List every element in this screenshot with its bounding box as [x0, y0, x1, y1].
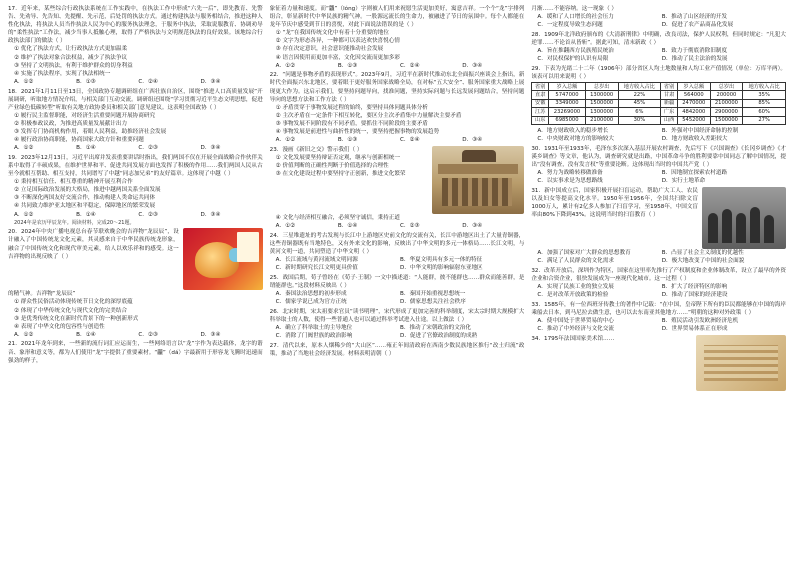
- answer-choice[interactable]: B．推动了山区经济的开发: [661, 14, 728, 21]
- answer-row: [276, 264, 525, 272]
- answer-row: [537, 257, 786, 265]
- question-with-figure: [531, 187, 786, 249]
- answer-choice[interactable]: B．凸显了社会主义制度的优越性: [661, 249, 744, 256]
- answer-choice[interactable]: B．①④: [337, 222, 358, 229]
- option: ② 主次矛盾在一定条件下相互转化，要区分主次矛盾集中力量解决主要矛盾: [275, 112, 462, 119]
- answer-row: [14, 78, 263, 86]
- table-header-cell: 地方收入占比: [743, 83, 786, 91]
- table-header-cell: 岁入总额: [677, 83, 710, 91]
- table-cell: 2100000: [585, 116, 618, 124]
- question-stem: 23．漫画《新旧之交》警示我们（ ）: [269, 146, 363, 153]
- historical-photo: [702, 187, 786, 249]
- table-row: [532, 91, 786, 99]
- question-stem: 21．2021年龙年到来，一些新的流行词汇应运而生，一些网络语言以“龙”字作为表达载体，龙字的谐音、象形和意义等，都为人们使用“龙”字提供了重要素材。“龖”（dá）字最新用于形容龙飞腾时迅速而强劲的样子，: [8, 341, 263, 364]
- section-note: 2024年是农历甲辰龙年。阅读材料，完成20～21题。: [14, 219, 135, 226]
- question-stem: 18．2021年1月11日至13日，全国政协专题调研组在广西壮族自治区，围绕“推进人口高质量发展”开展调研，听取地方情况介绍，与相关部门互动交流。调研组还围绕“学习贯彻习近平生态文明思想，促进产业绿色低碳转型”听取有关地方政协委员和相关部门意见建议。这表明全国政协（ ）: [8, 88, 263, 111]
- answer-row: [276, 324, 525, 332]
- question-29: [531, 65, 786, 143]
- question-stem: 30．1931年至1933年，毛泽东多次深入基层开展农村调查，先后写下《兴国调查》《长冈乡调查》《才溪乡调查》等文章，他认为，调查研究就是出路，中国革命斗争的胜利要靠中国同志了解中国情况，提出“没有调查，没有发言权”等重要论断。这体现出当时的中国共产党（ ）: [531, 145, 787, 169]
- answer-row: [276, 298, 525, 306]
- question-stem: 19．2023年12月13日，习近平出席并发表重要讲话时指出，我们两国不仅在开展全面战略合作伙伴关系中取得了丰硕成果，在维护世界和平、促进共同发展方面也发挥了积极的作用……我们两国人民从古至今就相互帮助、相互支持，共同谱写了中越“同志加兄弟”的友好篇章。这体现了中越（ ）: [8, 154, 263, 178]
- question-with-figure: [8, 228, 263, 290]
- answer-choice[interactable]: C．中央财政对地方的影响较大: [537, 136, 614, 143]
- question-26: [270, 308, 525, 340]
- answer-row: [276, 62, 525, 70]
- answer-choice[interactable]: C．②④: [138, 78, 158, 85]
- table-cell: 27%: [743, 116, 786, 124]
- option: ③ 发挥专门协商机构作用，着眼人民利益，助推经济社会发展: [14, 129, 167, 135]
- answer-choice[interactable]: B．①④: [76, 145, 96, 152]
- answer-choice[interactable]: B．①③: [337, 137, 358, 144]
- question-34: [531, 335, 786, 391]
- question-27-cont: [531, 5, 786, 29]
- option: ② 体现了中华传统文化与现代文化的完美结合: [14, 307, 128, 314]
- question-19: [8, 154, 263, 227]
- table-cell: 22%: [618, 91, 661, 99]
- table-cell: 1500000: [710, 116, 743, 124]
- answer-row: [537, 55, 786, 63]
- answer-row: [537, 47, 786, 55]
- answer-choice[interactable]: A．①②: [14, 211, 34, 218]
- answer-choice[interactable]: D．促进了官僚政治制度的成熟: [400, 332, 478, 339]
- option: ② 文字为形态各异，一种都可以表达欢快喜悦心情: [275, 38, 400, 45]
- answer-row: [537, 325, 786, 333]
- table-row: [532, 99, 786, 107]
- answer-choice[interactable]: C．②③: [138, 145, 158, 152]
- cartoon-image: [432, 146, 524, 214]
- question-21-start: [8, 340, 263, 364]
- table-cell: 85%: [743, 99, 786, 107]
- data-table: [531, 82, 786, 125]
- question-21-cont: [270, 5, 525, 70]
- answer-choice[interactable]: D．世界贸易体系正在形成: [661, 325, 728, 332]
- table-cell: 35%: [743, 91, 786, 99]
- question-stem: 月渐……不能容纳。这一现象（ ）: [531, 6, 618, 12]
- answer-choice[interactable]: D．推动了民主法治的发展: [661, 56, 728, 63]
- table-cell: 3349000: [549, 99, 586, 107]
- table-cell: 30%: [618, 116, 661, 124]
- option: ④ 表现了中华文化的包容性与创造性: [14, 323, 105, 330]
- answer-row: [537, 169, 786, 177]
- answer-choice[interactable]: A．实现了民族工业的独立发展: [537, 283, 614, 290]
- option: ③ 不断深化两国友好交流合作，推动构建人类命运共同体: [14, 195, 156, 202]
- answer-choice[interactable]: D．实行土地革命: [661, 178, 706, 185]
- table-cell: 2900000: [710, 108, 743, 116]
- option: ② 价值判断的正确性判断于价值选择的合理性: [275, 162, 389, 169]
- table-row: [532, 108, 786, 116]
- answer-choice[interactable]: C．满足了人民群众的文化需求: [537, 258, 614, 264]
- question-stem-tail: 的精气神。吉祥物“龙辰辰”: [8, 291, 76, 298]
- option: ① 文化发展要坚持辩证否定观，继承与创新相统一: [275, 154, 400, 161]
- answer-row: [276, 136, 525, 144]
- question-17: [8, 5, 263, 86]
- table-cell: 45%: [618, 99, 661, 107]
- answer-choice[interactable]: D．③④: [462, 62, 483, 69]
- table-header-cell: 岁入总额: [549, 83, 586, 91]
- option: ① “龙”在我国传统文化中有着十分重要的地位: [275, 30, 389, 37]
- question-33: [531, 301, 786, 333]
- answer-choice[interactable]: D．③④: [462, 222, 483, 229]
- table-header-cell: 省别: [661, 83, 678, 91]
- option: ④ 共同致力维护亚太地区和平稳定，保障地区的繁荣发展: [14, 203, 156, 210]
- question-stem: 象征着力量和速度。而“龘”（lóng）字则被人们用来祝愿生活更加美好，寓意吉祥。一个个“龙”字排列组合，彰显新时代中华民族的精气神。一股源远流长的生命力，被融进了节日的氛围中。每个人都能在龙年节庆中感受到节日的喜悦，对此下面说法错误的是（ ）: [269, 6, 525, 29]
- option: ④ 事物发展是前进性与曲折性的统一，要坚持把握事物的发展趋势: [275, 129, 440, 135]
- table-cell: 山西: [661, 116, 678, 124]
- answer-row: [537, 283, 786, 291]
- answer-choice[interactable]: C．以实事求是为思想路线: [537, 178, 603, 185]
- answer-row: [537, 13, 786, 21]
- table-cell: 5747000: [549, 91, 586, 99]
- answer-choice[interactable]: A．①②: [275, 62, 296, 69]
- answer-choice[interactable]: A．地方财政收入的稳步增长: [537, 128, 609, 135]
- question-stem: 20．2024年中央广播电视总台春节联欢晚会的吉祥物“龙辰辰”，设计融入了中国传统龙文化元素，其灵感来自于中华民族传统龙形象，融合了中国传统文化和现代审美元素，给人以欢乐祥和的感受。这一吉祥物的出现反映了（ ）: [8, 229, 179, 260]
- answer-choice[interactable]: D．③④: [200, 145, 221, 152]
- answer-choice[interactable]: D．中华文明的影响辐射东亚地区: [400, 264, 483, 271]
- answer-choice[interactable]: C．新时期研究长江文明更具价值: [275, 264, 358, 271]
- table-header-row: [532, 83, 786, 91]
- answer-row: [537, 317, 786, 325]
- table-cell: 山东: [532, 116, 549, 124]
- answer-choice[interactable]: A．①②: [14, 145, 34, 152]
- answer-choice[interactable]: B．华夏文明具有多元一体的特征: [400, 256, 483, 263]
- table-cell: 4842000: [677, 108, 710, 116]
- table-row: [532, 116, 786, 124]
- option: ④ 履行政治协商职能，协商国家大政方针和重要问题: [14, 137, 144, 144]
- table-cell: 6%: [618, 108, 661, 116]
- answer-row: [537, 135, 786, 143]
- table-cell: 1300000: [585, 91, 618, 99]
- option: ① 优化了执法方式，让行政执法方式更加温柔: [14, 46, 128, 53]
- answer-choice[interactable]: C．②④: [400, 62, 420, 69]
- question-32: [531, 267, 786, 299]
- table-cell: 甘肃: [661, 91, 678, 99]
- question-with-figure: [270, 146, 525, 214]
- mascot-dragon-image: [183, 228, 263, 290]
- table-cell: 江苏: [532, 108, 549, 116]
- answer-choice[interactable]: C．推动了中外经济与文化交流: [537, 325, 614, 332]
- answer-choice[interactable]: C．②③: [138, 331, 158, 338]
- table-cell: 200000: [710, 91, 743, 99]
- answer-choice[interactable]: A．①②: [14, 78, 34, 85]
- table-cell: 直隶: [532, 91, 549, 99]
- table-cell: 2470000: [677, 99, 710, 107]
- answer-choice[interactable]: C．是对改革开放政策的检验: [537, 291, 609, 298]
- answer-choice[interactable]: B．扩大了经济特区的影响: [661, 283, 728, 290]
- option: ② 积极参政议政，为推进高质量发展献计出力: [14, 120, 128, 127]
- table-cell: 安徽: [532, 99, 549, 107]
- question-20: [8, 228, 263, 339]
- answer-choice[interactable]: C．消除了门阀世族的政治影响: [275, 332, 353, 339]
- question-23: [270, 146, 525, 230]
- answer-choice[interactable]: A．①②: [14, 331, 34, 338]
- answer-row: [537, 249, 786, 257]
- answer-choice[interactable]: C．②③: [400, 222, 420, 229]
- answer-choice[interactable]: D．③④: [200, 78, 221, 85]
- question-stem: 26．北宋时期，宋太祖要求官员“读书明理”，宋代形成了更加完善的科举制度，宋太宗时期大规模扩大科举取士的人数，使得一些普通人也可以通过科举考试进入仕途。以上做法（ ）: [269, 308, 525, 323]
- option: ① 矛盾贯穿于事物发展过程的始终，要坚持具体问题具体分析: [275, 104, 428, 111]
- answer-choice[interactable]: B．致力于彻底消除旧制度: [661, 48, 728, 55]
- answer-choice[interactable]: B．①④: [76, 211, 96, 218]
- table-cell: 564000: [677, 91, 710, 99]
- question-stem: 34．1795年法国国家美术馆……: [531, 335, 615, 342]
- question-22: [270, 71, 525, 144]
- answer-choice[interactable]: D．极大地改变了中国的社会面貌: [661, 258, 745, 264]
- table-cell: 60%: [743, 108, 786, 116]
- question-with-figure: [531, 335, 786, 391]
- answer-choice[interactable]: A．旨在推翻西方民族殖民统治: [537, 48, 614, 55]
- answer-choice[interactable]: B．①③: [76, 78, 96, 85]
- answer-choice[interactable]: B．外强对中国经济命脉的控制: [661, 128, 739, 135]
- answer-row: [276, 290, 525, 298]
- answer-choice[interactable]: D．地方财政收入差距较大: [661, 136, 728, 143]
- answer-choice[interactable]: A．努力为战略转移做准备: [537, 170, 603, 177]
- question-stem: 28．1909年北洋政府颁布的《大清新刑律》中明确，改良司法，保护人民权利，但同时规定：“凡犯大逆罪……不论首从皆斩”。据此可知，清末新政（ ）: [531, 31, 787, 46]
- question-24: [270, 232, 525, 272]
- table-header-cell: 省别: [532, 83, 549, 91]
- question-27: [270, 342, 525, 358]
- answer-row: [14, 211, 263, 219]
- table-cell: 1300000: [585, 108, 618, 116]
- answer-choice[interactable]: A．确立了科举取士的主导地位: [275, 324, 353, 331]
- option: ③ 在文化建设过程中要坚持守正创新，推进文化繁荣: [275, 171, 406, 178]
- answer-choice[interactable]: B．秦国开始重视思想统一: [400, 290, 466, 297]
- option: ③ 坚持了文明执法，有利于维护群众的切身利益: [14, 62, 133, 69]
- answer-row: [537, 21, 786, 29]
- answer-row: [14, 144, 263, 152]
- option: ③ 事物发展不同阶段有不同矛盾，要抓住不同阶段的主要矛盾: [275, 120, 428, 127]
- answer-row: [537, 127, 786, 135]
- question-stem: 25．战国后期，荀子曾经在《荀子·王制》一文中描述道：“人能群，彼不能群也……群众而能善群，是谓能群也。”这段材料反映出（ ）: [269, 274, 525, 289]
- answer-row: [537, 291, 786, 299]
- question-28: [531, 31, 786, 63]
- answer-row: [537, 177, 786, 185]
- option: ② 立足国际政治发展的大格局，推进中越两国关系全面发展: [14, 187, 161, 194]
- option: ① 履行民主监督职能，对经济生活重要问题开展协商研究: [14, 112, 156, 119]
- option: ③ 是优秀传统文化在新时代背景下的一种创新形式: [14, 315, 139, 322]
- answer-choice[interactable]: B．①③: [337, 62, 358, 69]
- table-header-cell: 总岁出: [585, 83, 618, 91]
- painting-image: [696, 335, 786, 391]
- table-cell: 广东: [661, 108, 678, 116]
- table-cell: 5452000: [677, 116, 710, 124]
- answer-choice[interactable]: A．使中国处于世界贸易的中心: [537, 317, 614, 324]
- answer-choice[interactable]: D．儒家思想关注社会秩序: [400, 298, 466, 305]
- option: ④ 语言因使用而更加丰富，文化因交流而更加多彩: [275, 54, 400, 61]
- question-stem: 22．“问题是事物矛盾的表现形式”。2023年9月，习近平在新时代推动东北全面振兴座谈会上指出，新时代全面振兴东北地区，要着眼于更好服务国家战略全局，在对标“五大安全”、服务国家重大战略上展现更大作为。这启示我们，要坚持问题导向，找准问题，坚持实际问题与长远发展问题结合，坚持问题导向的思想方法和工作方法（ ）: [269, 72, 525, 103]
- table-cell: 6985000: [549, 116, 586, 124]
- answer-choice[interactable]: D．推动了国家的经济建设: [661, 291, 728, 298]
- answer-choice[interactable]: C．对民权保护的认识有局限: [537, 56, 609, 63]
- answer-choice[interactable]: A．①②: [275, 137, 296, 144]
- answer-choice[interactable]: B．①④: [76, 331, 96, 338]
- answer-row: [276, 222, 525, 230]
- option: ④ 实施了执法程序，实现了执法相统一: [14, 70, 111, 77]
- answer-choice[interactable]: D．③④: [200, 331, 221, 338]
- answer-choice[interactable]: A．缓和了人口增长的社会压力: [537, 14, 614, 21]
- question-25: [270, 274, 525, 306]
- table-cell: 1500000: [585, 99, 618, 107]
- question-stem: 32．改革开放后，深圳作为特区，国家在这里率先推行了产权制度和企业体制改革，设立了最早的外资企业和合资企业，很快发展成为一座现代化城市。这一过程（ ）: [531, 267, 787, 282]
- column-right: [531, 5, 786, 562]
- table-cell: 新疆: [661, 99, 678, 107]
- question-31: [531, 187, 786, 265]
- answer-choice[interactable]: C．②④: [400, 137, 420, 144]
- answer-row: [276, 256, 525, 264]
- answer-choice[interactable]: D．促进了农产品商品化发展: [661, 22, 734, 29]
- question-stem: 33．1585年，有一位西班牙传教士的著作中记载：“在中国，皇帝陛下所有的臣民都能够在中国的海岸乘船去日本，到马尼拉去做生意，也可以去东南亚其他地方……”明朝的这种对外政策（ ）: [531, 301, 787, 316]
- table-header-cell: 地方收入占比: [618, 83, 661, 91]
- answer-choice[interactable]: B．殖民活动引发欧洲经济危机: [661, 317, 739, 324]
- answer-choice[interactable]: C．一定程度导致生态问题: [537, 22, 603, 29]
- answer-choice[interactable]: A．长江流域与黄河流域文明同源: [275, 256, 358, 263]
- answer-choice[interactable]: C．儒家学说已成为官方正统: [275, 298, 347, 305]
- table-cell: 23269000: [549, 108, 586, 116]
- answer-row: [14, 331, 263, 339]
- question-stem: 24．三星堆遗址的考古发现与长江中上游地区史前文化的交流有关，长江中游地区出土了大量青铜器，这些青铜器既有当地特色，又有外来文化的影响，反映出了中华文明的多元一体格局……长江文明，与黄河文明一道，共同塑造了中华文明（ ）: [269, 232, 525, 255]
- answer-choice[interactable]: B．因地制宜探索农村道路: [661, 170, 728, 177]
- answer-choice[interactable]: C．②③: [138, 211, 158, 218]
- option: ④ 文化与经济相互融合，必须坚守诚信，秉持正道: [275, 214, 400, 221]
- answer-choice[interactable]: D．③④: [462, 137, 483, 144]
- question-18: [8, 88, 263, 153]
- question-stem: 17．近年来，某些综合行政执法系统在工作实践中，在执法工作中形成“六先一后”，即先教育、先警告、先劝导、先告知、先提醒、先示范，后处罚的执法方式。通过构建执法与服务相结合，推进这种人性化执法，将执法人员当作执法人民为中心的服务执法理念，于服务中执法，采取说服教育、协调劝导的“柔性执法”工作法，减少当事人抵触心理，取得了严格执法与文明规范执法的良好效果。该地综合行政执法部门的做法（ ）: [8, 6, 263, 45]
- option: ③ 存在决定意识，社会意识能推动社会发展: [275, 46, 384, 53]
- option: ② 维护了执法对象合法权益，减少了执法争议: [14, 54, 128, 61]
- answer-row: [276, 332, 525, 340]
- answer-choice[interactable]: A．秦国法治思想的初步形成: [275, 290, 347, 297]
- question-30: [531, 145, 786, 185]
- column-middle: [270, 5, 525, 562]
- answer-choice[interactable]: B．推动了宋朝政治的文治化: [400, 324, 471, 331]
- answer-choice[interactable]: A．加强了国家对广大群众的思想教育: [537, 249, 631, 256]
- column-left: [8, 5, 263, 562]
- answer-choice[interactable]: D．③④: [200, 211, 221, 218]
- option: ① 秉持相互信任、相互尊重的精神开展互利合作: [14, 179, 133, 186]
- question-stem: 31．新中国成立后，国家积极开展扫盲运动，帮助广大工人、农民以及妇女等提高文化水平。1950年至1956年，全国共扫除文盲1000万人，累计有2亿多人参加了扫盲学习，至1958年，中国文盲率由80%下降到43%。这说明当时的扫盲教育（ ）: [531, 187, 699, 219]
- table-header-cell: 总岁出: [710, 83, 743, 91]
- answer-choice[interactable]: A．①②: [275, 222, 296, 229]
- option: ① 群众性民俗活动体现传统节日文化的深厚底蕴: [14, 299, 133, 306]
- question-stem: 27．清代以来，原本人烟稀少的“大山区”……雍正年间清政府在西南少数民族地区推行“改土归流”政策，推动了当地社会经济发展。材料表明清朝（ ）: [269, 342, 525, 357]
- question-stem: 29．下表为光绪二十二年（1906年）部分省区人均土地数量和人均工业产值情况（单位：万库平两）。该表可以用来说明（ ）: [531, 65, 787, 80]
- table-cell: 2100000: [710, 99, 743, 107]
